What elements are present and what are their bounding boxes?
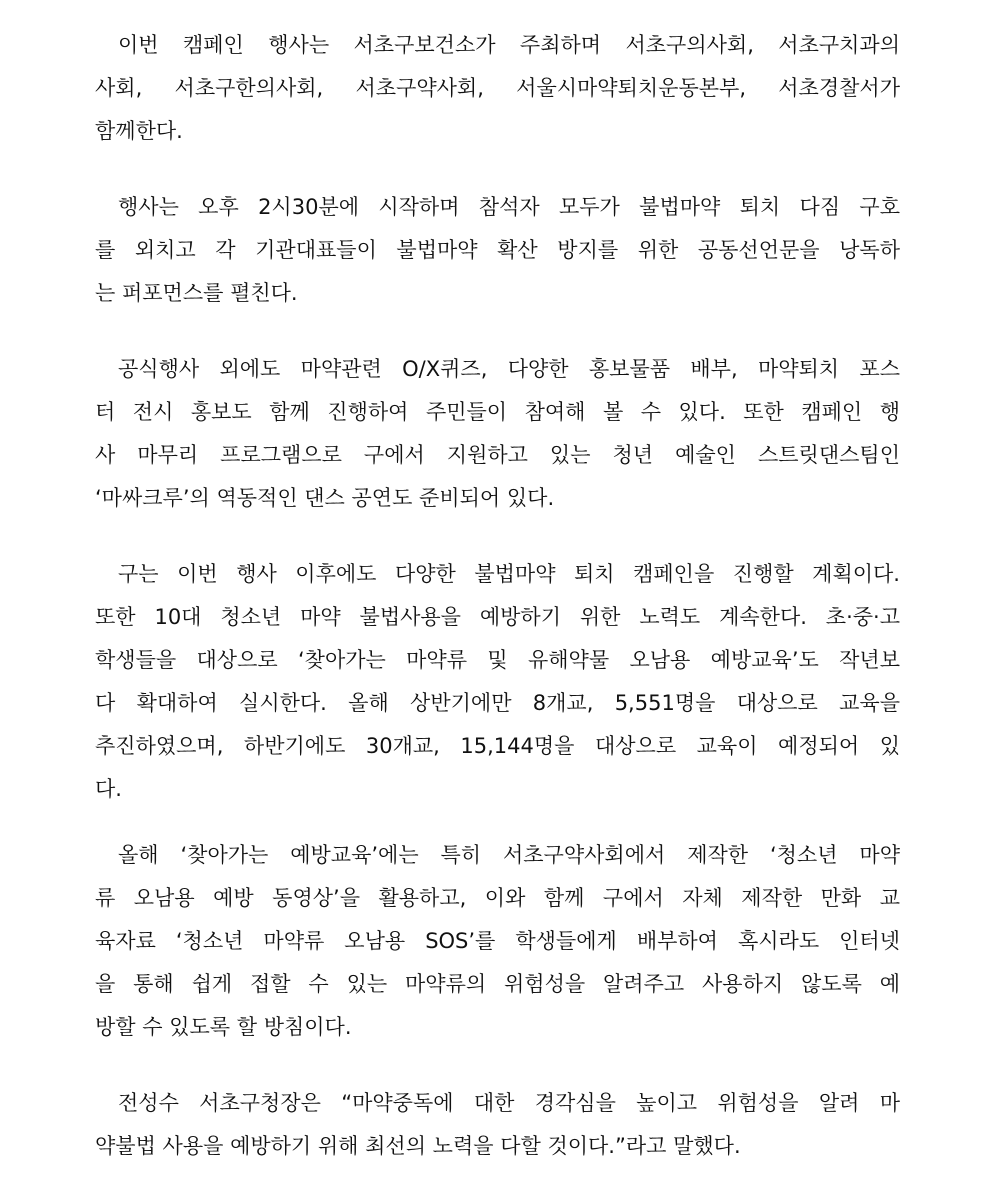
paragraph-event-start [95, 186, 900, 315]
paragraph-line: 구는 이번 행사 이후에도 다양한 불법마약 퇴치 캠페인을 진행할 계획이다. [118, 562, 900, 586]
paragraph-line: 이번 캠페인 행사는 서초구보건소가 주최하며 서초구의사회, 서초구치과의 [118, 33, 900, 57]
paragraph-education-materials [95, 834, 900, 1049]
paragraph-line: 사회, 서초구한의사회, 서초구약사회, 서울시마약퇴치운동본부, 서초경찰서가 [95, 76, 900, 100]
paragraph-line: 올해 ‘찾아가는 예방교육’에는 특히 서초구약사회에서 제작한 ‘청소년 마약 [118, 843, 900, 867]
paragraph-line: 를 외치고 각 기관대표들이 불법마약 확산 방지를 위한 공동선언문을 낭독하 [95, 238, 900, 262]
paragraph-organizers [95, 24, 900, 153]
paragraph-side-events [95, 348, 900, 520]
paragraph-line: 함께한다. [95, 119, 183, 143]
paragraph-line: 또한 10대 청소년 마약 불법사용을 예방하기 위한 노력도 계속한다. 초·중·고 [95, 605, 900, 629]
paragraph-line: 류 오남용 예방 동영상’을 활용하고, 이와 함께 구에서 자체 제작한 만화 교 [95, 886, 900, 910]
paragraph-line: 전성수 서초구청장은 “마약중독에 대한 경각심을 높이고 위험성을 알려 마 [118, 1091, 900, 1115]
paragraph-line: 약불법 사용을 예방하기 위해 최선의 노력을 다할 것이다.”라고 말했다. [95, 1134, 741, 1158]
paragraph-line: ‘마싸크루’의 역동적인 댄스 공연도 준비되어 있다. [95, 486, 555, 510]
paragraph-line: 다. [95, 777, 122, 801]
paragraph-line: 는 퍼포먼스를 펼친다. [95, 281, 298, 305]
paragraph-line: 육자료 ‘청소년 마약류 오남용 SOS’를 학생들에게 배부하여 혹시라도 인터넷 [95, 929, 900, 953]
paragraph-prevention-education [95, 553, 900, 811]
paragraph-line: 학생들을 대상으로 ‘찾아가는 마약류 및 유해약물 오남용 예방교육’도 작년보 [95, 648, 900, 672]
paragraph-line: 을 통해 쉽게 접할 수 있는 마약류의 위험성을 알려주고 사용하지 않도록 예 [95, 972, 900, 996]
paragraph-line: 추진하였으며, 하반기에도 30개교, 15,144명을 대상으로 교육이 예정되어 있 [95, 734, 900, 758]
paragraph-line: 공식행사 외에도 마약관련 O/X퀴즈, 다양한 홍보물품 배부, 마약퇴치 포스 [118, 357, 900, 381]
paragraph-line: 방할 수 있도록 할 방침이다. [95, 1015, 352, 1039]
paragraph-mayor-quote [95, 1082, 900, 1168]
paragraph-line: 다 확대하여 실시한다. 올해 상반기에만 8개교, 5,551명을 대상으로 교육을 [95, 691, 900, 715]
paragraph-line: 터 전시 홍보도 함께 진행하여 주민들이 참여해 볼 수 있다. 또한 캠페인 행 [95, 400, 900, 424]
paragraph-line: 행사는 오후 2시30분에 시작하며 참석자 모두가 불법마약 퇴치 다짐 구호 [118, 195, 900, 219]
paragraph-line: 사 마무리 프로그램으로 구에서 지원하고 있는 청년 예술인 스트릿댄스팀인 [95, 443, 900, 467]
